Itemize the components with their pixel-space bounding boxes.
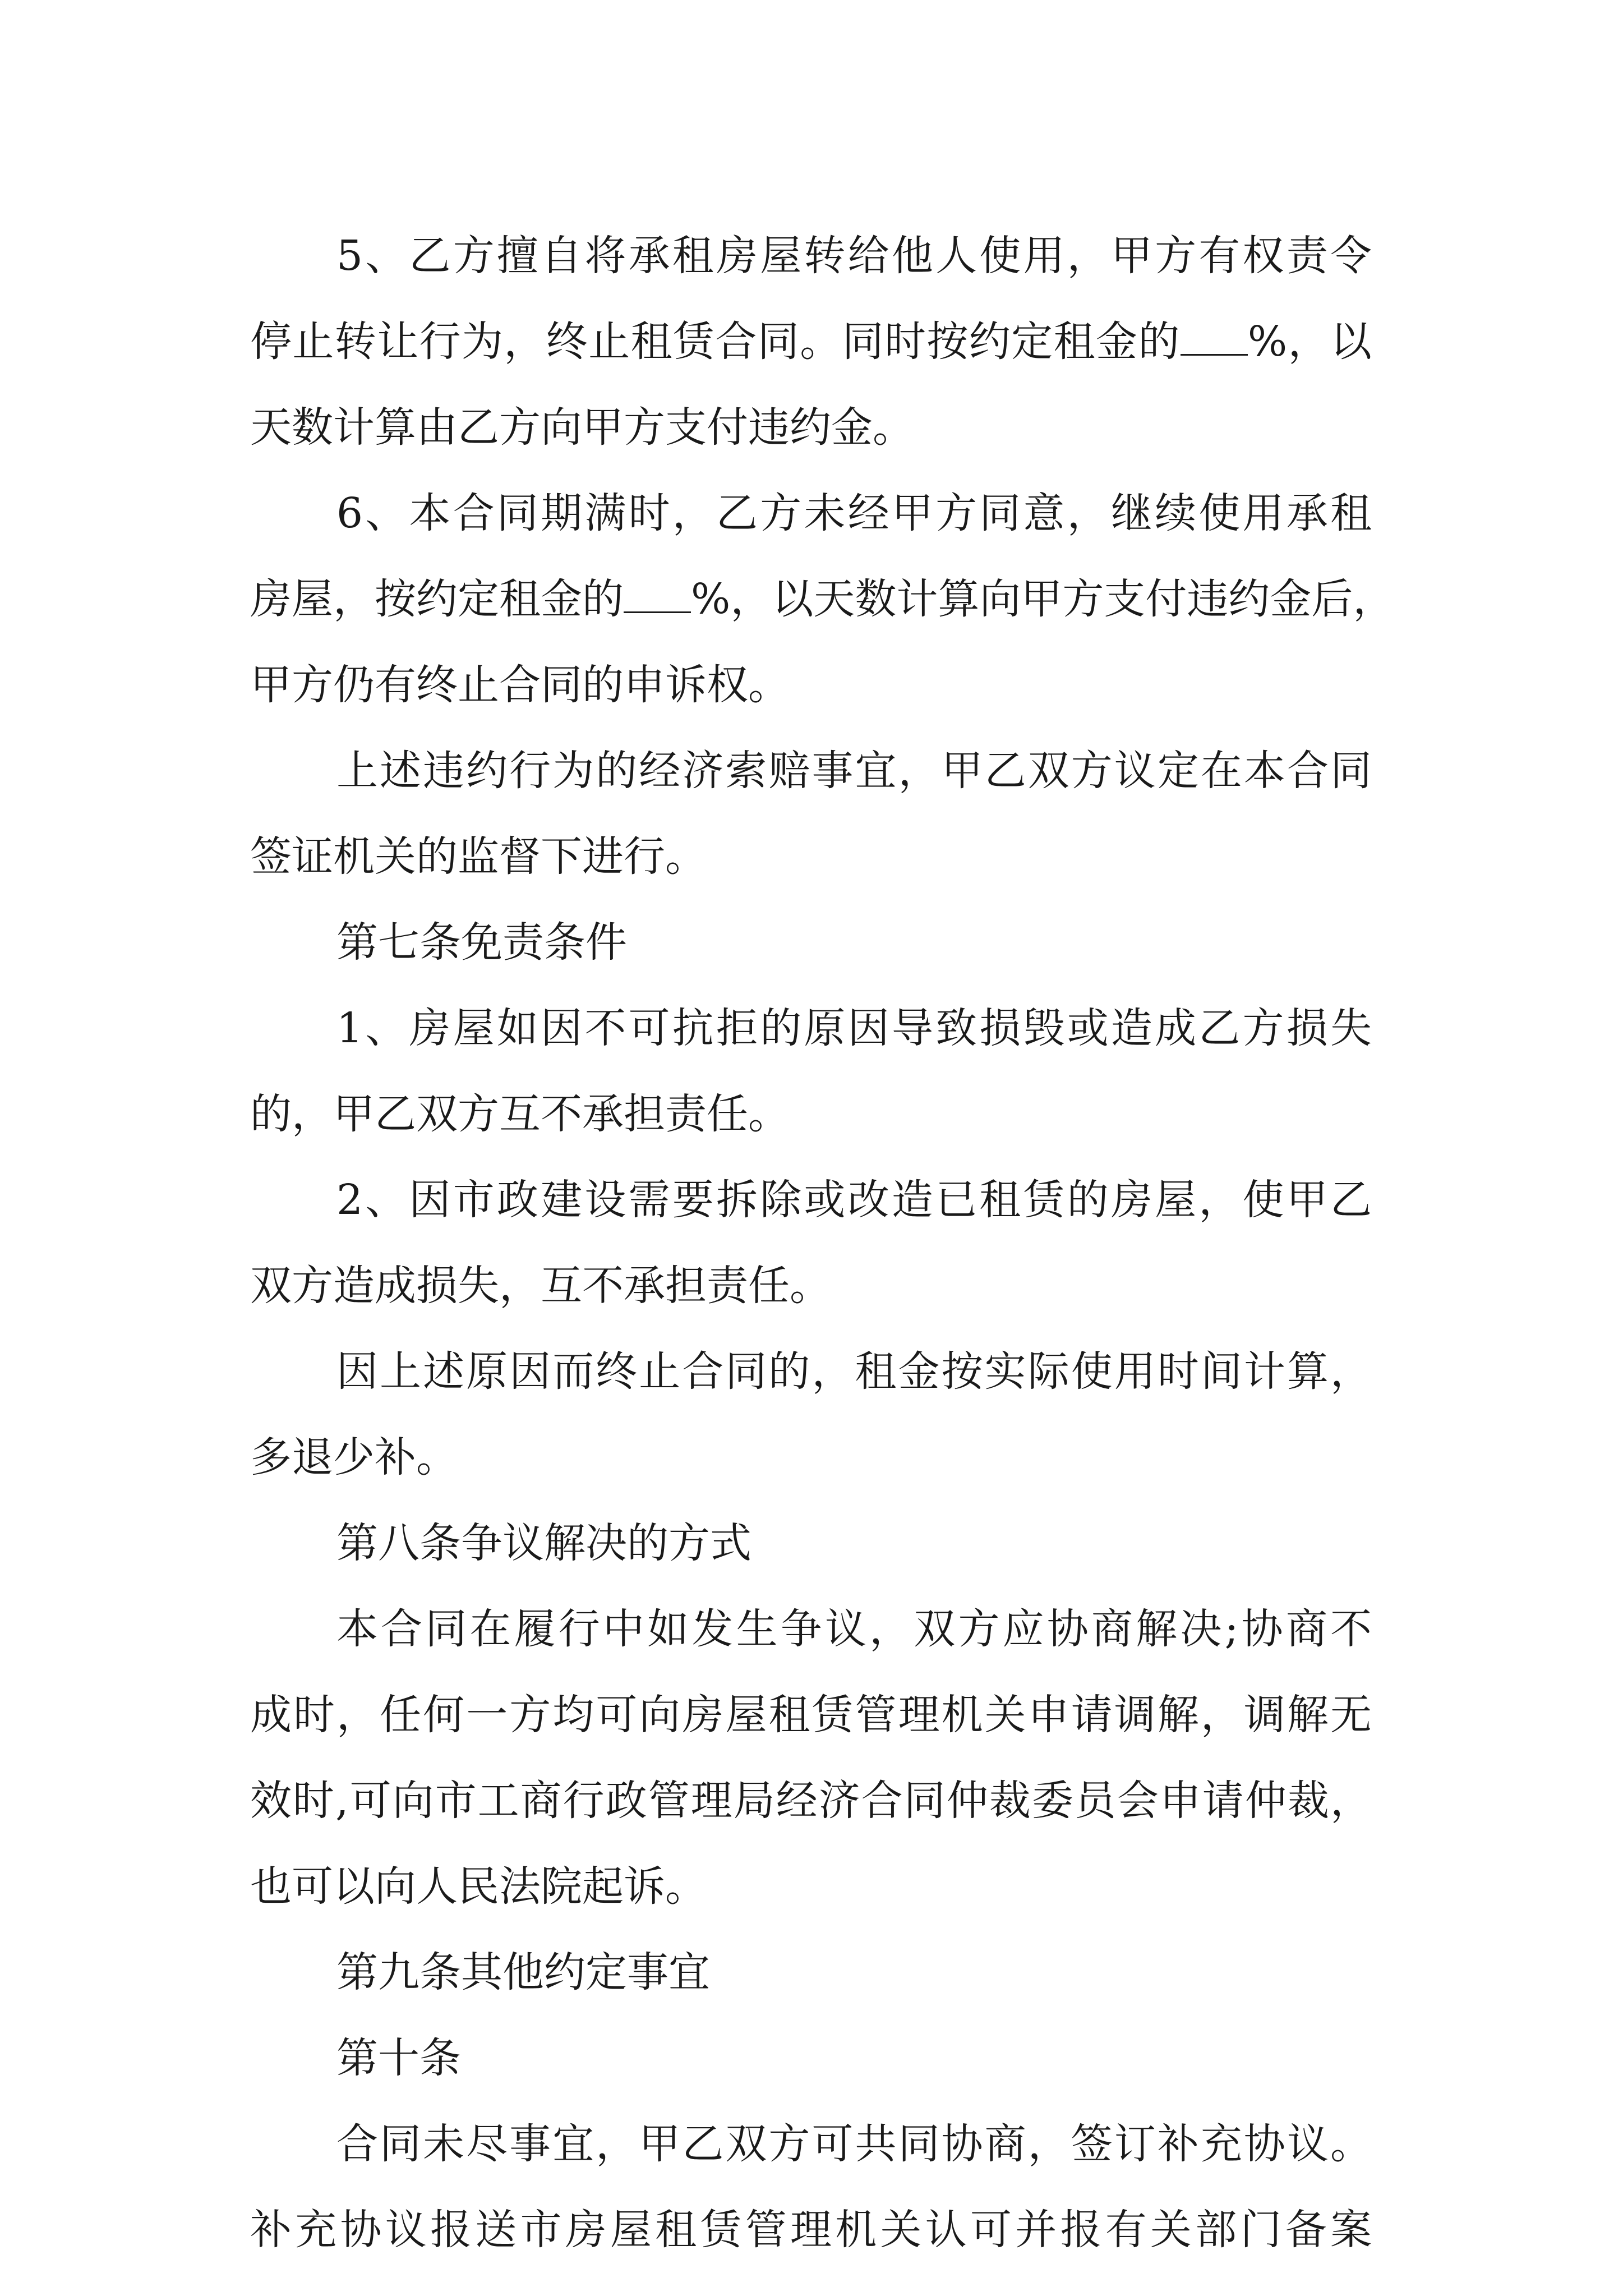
article-7-title: 第七条免责条件 — [336, 918, 627, 967]
article-7-item-1-line-1: 1、房屋如因不可抗拒的原因导致损毁或造成乙方损失 — [336, 1004, 1372, 1052]
clause-6-line-3: 甲方仍有终止合同的申诉权。 — [250, 661, 790, 709]
clause-5-line-3: 天数计算由乙方向甲方支付违约金。 — [250, 403, 914, 452]
article-8-body-paragraph — [250, 1586, 1372, 1930]
article-7-rent-line-2: 多退少补。 — [250, 1433, 458, 1481]
article-7-item-1-paragraph — [250, 986, 1372, 1157]
article-8-line-4: 也可以向人民法院起诉。 — [250, 1862, 707, 1911]
clause-6-line-1: 6、本合同期满时，乙方未经甲方同意，继续使用承租 — [336, 489, 1372, 537]
overstay-percent-blank — [624, 578, 691, 613]
breach-summary-line-1: 上述违约行为的经济索赔事宜，甲乙双方议定在本合同 — [336, 747, 1372, 795]
article-10-line-2: 补充协议报送市房屋租赁管理机关认可并报有关部门备案 — [250, 2206, 1372, 2254]
article-7-item-2-line-1: 2、因市政建设需要拆除或改造已租赁的房屋，使甲乙 — [336, 1176, 1372, 1224]
clause-5-line-2-tail: %，以 — [1247, 318, 1372, 366]
article-7-rent-paragraph — [250, 1329, 1372, 1501]
clause-5-paragraph — [250, 213, 1372, 471]
breach-summary-paragraph — [250, 728, 1372, 900]
penalty-percent-blank — [1181, 320, 1248, 356]
article-8-line-2: 成时，任何一方均可向房屋租赁管理机关申请调解，调解无 — [250, 1691, 1372, 1739]
article-7-item-2-paragraph — [250, 1157, 1372, 1329]
article-8-title: 第八条争议解决的方式 — [336, 1519, 751, 1567]
document-body — [250, 213, 1395, 2273]
article-7-item-2-line-2: 双方造成损失，互不承担责任。 — [250, 1262, 831, 1310]
breach-summary-line-2: 签证机关的监督下进行。 — [250, 832, 707, 881]
article-8-line-1: 本合同在履行中如发生争议，双方应协商解决;协商不 — [336, 1605, 1372, 1653]
clause-6-line-2-tail: %，以天数计算向甲方支付违约金后， — [691, 575, 1395, 623]
article-9-title: 第九条其他约定事宜 — [336, 1948, 710, 1996]
clause-6-line-2-text: 房屋，按约定租金的 — [250, 575, 624, 623]
article-8-line-3: 效时,可向市工商行政管理局经济合同仲裁委员会申请仲裁， — [250, 1777, 1372, 1825]
clause-5-line-2-text: 停止转让行为，终止租赁合同。同时按约定租金的 — [250, 318, 1181, 366]
clause-5-line-1: 5、乙方擅自将承租房屋转给他人使用，甲方有权责令 — [336, 232, 1372, 280]
clause-6-paragraph — [250, 471, 1395, 728]
article-10-body-paragraph — [250, 2101, 1372, 2273]
article-7-rent-line-1: 因上述原因而终止合同的，租金按实际使用时间计算， — [336, 1347, 1372, 1396]
article-10-line-1: 合同未尽事宜，甲乙双方可共同协商，签订补充协议。 — [336, 2120, 1372, 2168]
article-7-item-1-line-2: 的，甲乙双方互不承担责任。 — [250, 1090, 790, 1138]
clause-5-line-2 — [250, 299, 1372, 385]
clause-6-line-2 — [250, 556, 1395, 642]
article-10-title: 第十条 — [336, 2034, 461, 2082]
